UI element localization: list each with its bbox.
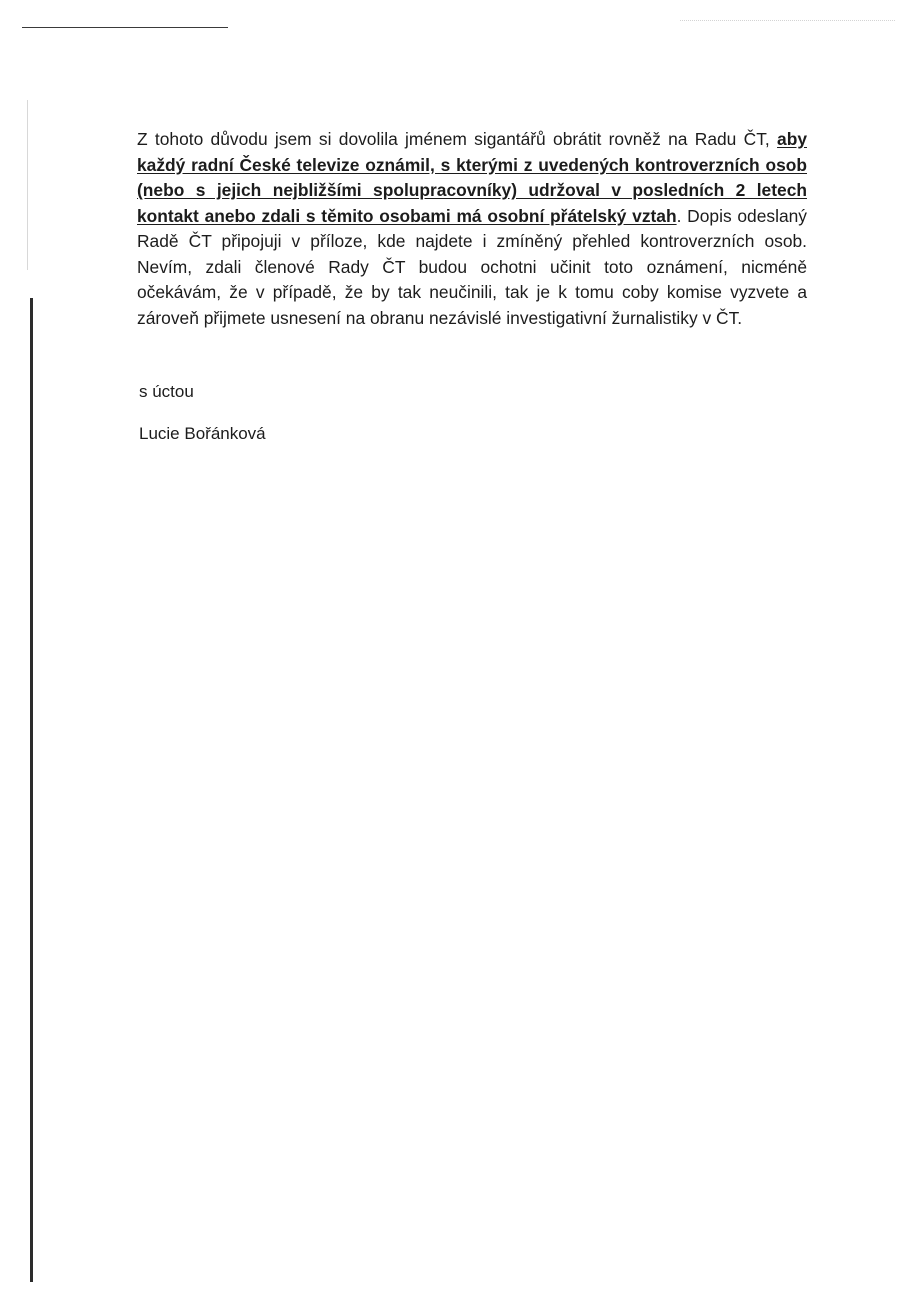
signature-name: Lucie Bořánková	[139, 424, 266, 443]
top-divider-line	[22, 27, 228, 28]
faint-scan-line	[680, 20, 895, 21]
paragraph-emphasis: aby každý radní České televize oznámil, s kterými z uvedených kontroverzních osob (nebo s jejich nejbližšími spolupracovníky) udržoval v posledních 2 letech kontakt anebo zdali s těmito osobami má osobní přátelský vztah	[137, 129, 807, 226]
paragraph-continuation: . Dopis odeslaný Radě ČT připojuji v příloze, kde najdete i zmíněný přehled kontroverzních osob. Nevím, zdali členové Rady ČT budou ochotni učinit toto oznámení, nicméně očekávám, že v případě, že by tak neučinili, tak je k tomu coby komise vyzvete a zároveň přijmete usnesení na obranu nezávislé investigativní žurnalistiky v ČT.	[137, 205, 807, 328]
scan-edge-faint	[27, 100, 28, 270]
scan-left-edge	[30, 298, 33, 1282]
letter-paragraph	[137, 127, 807, 331]
closing-salutation: s úctou	[139, 382, 194, 401]
paragraph-intro: Z tohoto důvodu jsem si dovolila jménem sigantářů obrátit rovněž na Radu ČT,	[137, 129, 778, 149]
